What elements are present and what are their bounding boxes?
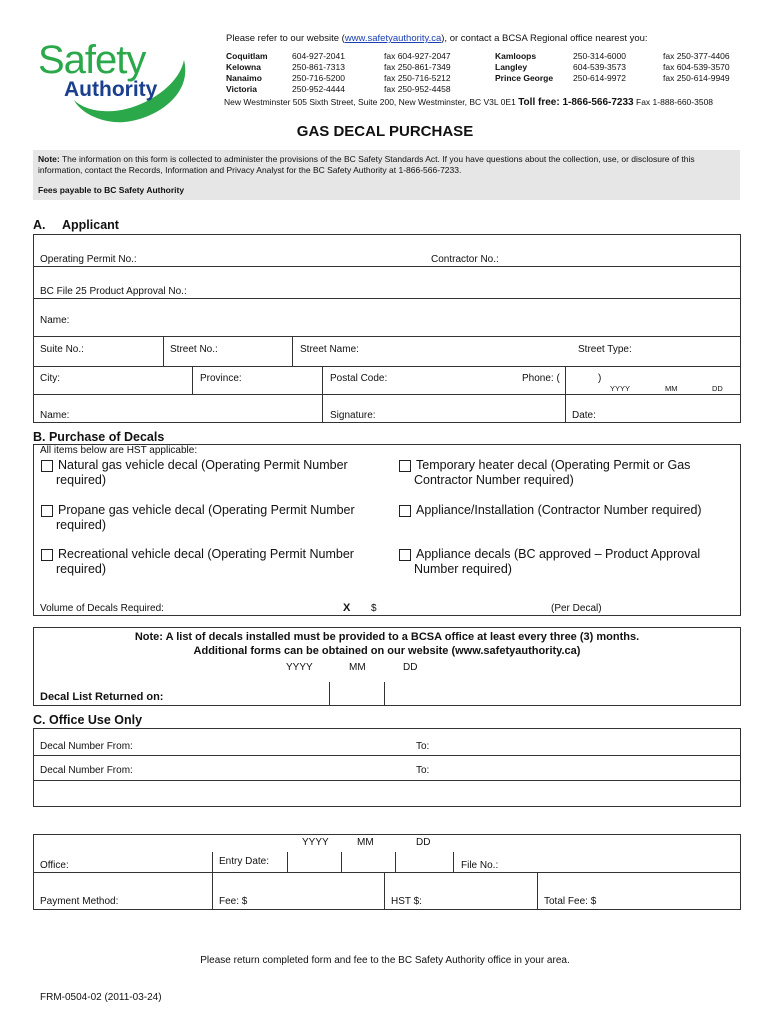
office-row: Victoria 250-952-4444 fax 250-952-4458 [226, 84, 451, 94]
decal-to-label-1: To: [416, 741, 430, 752]
appliance-decals-option: Appliance decals (BC approved – Product Approval Number required) [414, 547, 701, 576]
privacy-note [33, 150, 740, 200]
phone-label: Phone: ( [522, 373, 560, 384]
bc-file-field[interactable] [195, 280, 735, 296]
total-fee-label: Total Fee: $ [544, 896, 597, 907]
signature-label: Signature: [330, 410, 376, 421]
recreational-checkbox[interactable] [41, 549, 53, 561]
price-field[interactable] [382, 598, 542, 613]
date-mm: MM [665, 384, 678, 393]
natural-gas-option: Natural gas vehicle decal (Operating Permit Number required) [56, 458, 348, 487]
decal-from-label-2: Decal Number From: [40, 765, 133, 776]
office-row: Kamloops 250-314-6000 fax 250-377-4406 [495, 51, 730, 61]
returned-dd: DD [403, 662, 418, 673]
city-label: City: [40, 373, 60, 384]
appliance-installation-checkbox[interactable] [399, 505, 411, 517]
decal-from-label-1: Decal Number From: [40, 741, 133, 752]
logo-word-safety: Safety [38, 38, 146, 82]
volume-label: Volume of Decals Required: [40, 603, 164, 614]
fee-label: Fee: $ [219, 896, 248, 907]
address-line: New Westminster 505 Sixth Street, Suite 200, New Westminster, BC V3L 0E1 Toll free: 1-866-566-7233 Fax 1-888-660-3508 [224, 97, 714, 108]
section-a-letter: A. [33, 218, 46, 232]
street-no-label: Street No.: [170, 344, 218, 355]
office-mm: MM [357, 837, 374, 848]
logo-word-authority: Authority [64, 78, 158, 101]
office-row: Coquitlam 604-927-2041 fax 604-927-2047 [226, 51, 451, 61]
date-dd: DD [712, 384, 723, 393]
fees-payable: Fees payable to BC Safety Authority [38, 185, 185, 195]
contractor-field[interactable] [505, 248, 735, 264]
file-no-label: File No.: [461, 860, 499, 871]
safety-authority-logo [34, 30, 194, 125]
suite-label: Suite No.: [40, 344, 84, 355]
form-number: FRM-0504-02 (2011-03-24) [40, 992, 162, 1003]
entry-date-label: Entry Date: [219, 856, 270, 867]
decal-list-returned-label: Decal List Returned on: [40, 691, 164, 703]
section-a-title: Applicant [62, 218, 119, 232]
temporary-heater-option: Temporary heater decal (Operating Permit or Gas Contractor Number required) [414, 458, 691, 487]
hst-applicable: All items below are HST applicable: [40, 445, 198, 456]
date-yyyy: YYYY [610, 384, 631, 393]
applicant-name-field[interactable] [75, 302, 735, 332]
decal-list-note-line2: Additional forms can be obtained on our website (www.safetyauthority.ca) [193, 645, 581, 657]
office-row: Prince George 250-614-9972 fax 250-614-9949 [495, 73, 730, 83]
payment-method-label: Payment Method: [40, 896, 119, 907]
section-c-title: C. Office Use Only [33, 713, 143, 727]
natural-gas-checkbox[interactable] [41, 460, 53, 472]
date-label: Date: [572, 410, 596, 421]
postal-code-label: Postal Code: [330, 373, 388, 384]
street-type-label: Street Type: [578, 344, 632, 355]
privacy-note-text: Note: The information on this form is collected to administer the provisions of the BC Safety Standards Act. If you have questions about the collection, use, or disclosure of this information, contact the Records, Information and Privacy Analyst for the BC Safety Authority at 1-866-566-7233. [38, 154, 695, 175]
propane-option: Propane gas vehicle decal (Operating Permit Number required) [56, 503, 355, 532]
signer-name-label: Name: [40, 410, 70, 421]
office-use-box [33, 728, 741, 807]
returned-mm: MM [349, 662, 366, 673]
office-row: Nanaimo 250-716-5200 fax 250-716-5212 [226, 73, 451, 83]
operating-permit-label: Operating Permit No.: [40, 254, 137, 265]
applicant-name-label: Name: [40, 315, 70, 326]
return-instructions: Please return completed form and fee to the BC Safety Authority office in your area. [200, 955, 570, 966]
appliance-installation-option: Appliance/Installation (Contractor Number required) [416, 503, 702, 517]
dollar-sign: $ [371, 603, 377, 614]
contractor-label: Contractor No.: [431, 254, 499, 265]
operating-permit-field[interactable] [140, 248, 420, 264]
street-name-label: Street Name: [300, 344, 359, 355]
office-dd: DD [416, 837, 431, 848]
appliance-decals-checkbox[interactable] [399, 549, 411, 561]
recreational-option: Recreational vehicle decal (Operating Permit Number required) [56, 547, 354, 576]
phone-close: ) [598, 373, 602, 384]
temporary-heater-checkbox[interactable] [399, 460, 411, 472]
volume-field[interactable] [175, 598, 335, 613]
decal-list-note-line1: Note: A list of decals installed must be provided to a BCSA office at least every three (3) months. [134, 631, 640, 643]
propane-checkbox[interactable] [41, 505, 53, 517]
returned-yyyy: YYYY [286, 662, 313, 673]
signature-field[interactable] [380, 398, 560, 420]
decal-to-label-2: To: [416, 765, 430, 776]
website-link[interactable]: www.safetyauthority.ca [344, 33, 442, 44]
per-decal: (Per Decal) [551, 603, 602, 614]
office-row: Langley 604-539-3573 fax 604-539-3570 [495, 62, 730, 72]
office-label: Office: [40, 860, 69, 871]
hst-label: HST $: [391, 896, 422, 907]
contact-intro: Please refer to our website (www.safetyauthority.ca), or contact a BCSA Regional office nearest you: [226, 33, 648, 44]
office-yyyy: YYYY [302, 837, 329, 848]
province-label: Province: [200, 373, 242, 384]
bc-file-label: BC File 25 Product Approval No.: [40, 286, 187, 297]
times-x: X [343, 602, 351, 614]
page-title: GAS DECAL PURCHASE [296, 123, 474, 140]
returned-date-field[interactable] [270, 682, 440, 704]
office-row: Kelowna 250-861-7313 fax 250-861-7349 [226, 62, 451, 72]
section-b-title: B. Purchase of Decals [33, 430, 165, 444]
